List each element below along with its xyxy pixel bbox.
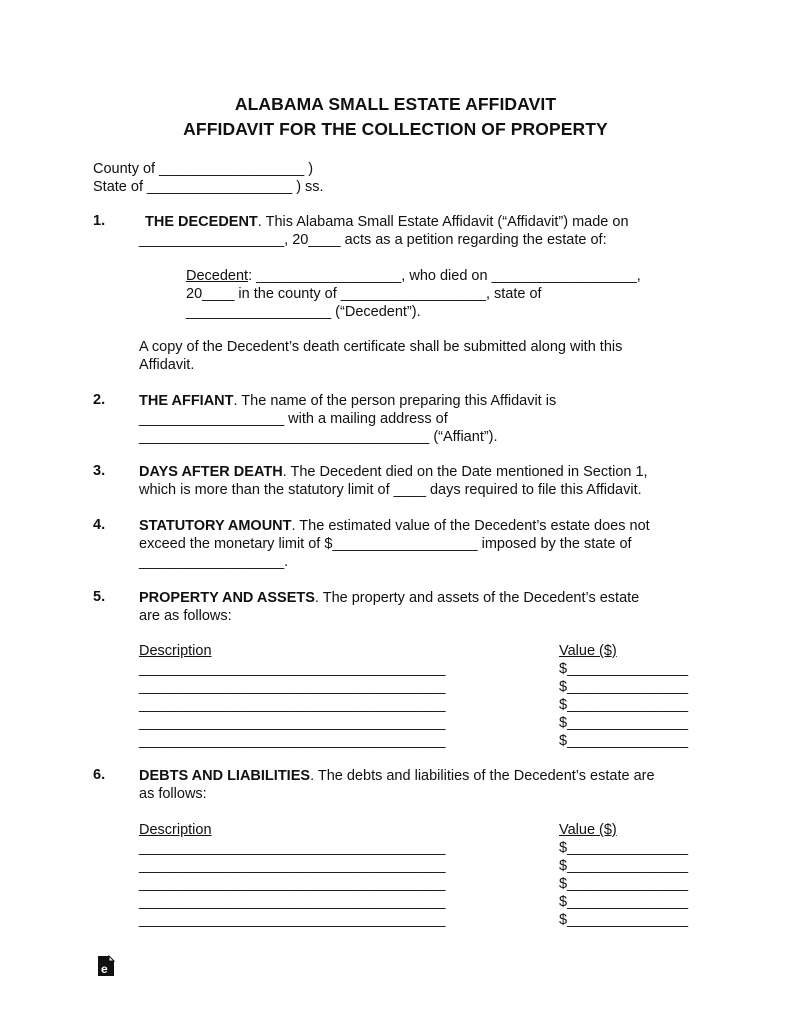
- section-5-heading: PROPERTY AND ASSETS: [139, 590, 315, 606]
- asset-row-desc: ______________________________________: [139, 679, 446, 695]
- section-4-text-1: . The estimated value of the Decedent’s estate does not: [291, 518, 650, 534]
- county-line: County of __________________ ): [93, 161, 314, 177]
- decedent-line-1: [186, 267, 641, 285]
- section-3-text-1: . The Decedent died on the Date mentioned in Section 1,: [282, 464, 648, 480]
- section-5-text-1: . The property and assets of the Decedent’s estate: [314, 590, 640, 606]
- section-2-line-3: ____________________________________ (“Affiant”).: [139, 429, 498, 445]
- debt-row-desc: ______________________________________: [139, 840, 446, 856]
- asset-row-desc: ______________________________________: [139, 715, 446, 731]
- section-4-heading: STATUTORY AMOUNT: [139, 518, 292, 534]
- section-2-number: 2.: [93, 392, 106, 408]
- section-4-line-2: exceed the monetary limit of $__________________ imposed by the state of: [139, 536, 632, 552]
- debt-row-value: $_______________: [559, 876, 689, 892]
- section-1-line-2: __________________, 20____ acts as a petition regarding the estate of:: [139, 232, 607, 248]
- eforms-logo-icon: [96, 955, 116, 977]
- section-5-line-1: [139, 589, 639, 607]
- debt-row-desc: ______________________________________: [139, 876, 446, 892]
- section-3-number: 3.: [93, 463, 106, 479]
- section-6-line-1: [139, 767, 655, 785]
- assets-description-header: Description: [139, 643, 212, 659]
- debt-row-desc: ______________________________________: [139, 894, 446, 910]
- section-5-line-2: are as follows:: [139, 608, 232, 624]
- asset-row-value: $_______________: [559, 733, 689, 749]
- section-2-line-1: [139, 392, 556, 410]
- section-1-text-1: . This Alabama Small Estate Affidavit (“Affidavit”) made on: [257, 214, 629, 230]
- svg-text:e: e: [101, 962, 108, 976]
- document-title: ALABAMA SMALL ESTATE AFFIDAVIT: [234, 94, 557, 114]
- asset-row-value: $_______________: [559, 679, 689, 695]
- debt-row-value: $_______________: [559, 858, 689, 874]
- death-certificate-line-1: A copy of the Decedent’s death certificate shall be submitted along with this: [139, 339, 623, 355]
- asset-row-value: $_______________: [559, 661, 689, 677]
- debt-row-value: $_______________: [559, 894, 689, 910]
- section-6-number: 6.: [93, 767, 106, 783]
- asset-row-desc: ______________________________________: [139, 697, 446, 713]
- section-5-number: 5.: [93, 589, 106, 605]
- section-2-text-1: . The name of the person preparing this Affidavit is: [233, 393, 557, 409]
- section-2-line-2: __________________ with a mailing address of: [139, 411, 448, 427]
- debt-row-desc: ______________________________________: [139, 858, 446, 874]
- decedent-label: Decedent: [186, 268, 249, 284]
- decedent-text-1: : __________________, who died on __________________,: [248, 268, 641, 284]
- section-3-line-2: which is more than the statutory limit of ____ days required to file this Affidavit.: [139, 482, 642, 498]
- asset-row-desc: ______________________________________: [139, 661, 446, 677]
- debts-description-header: Description: [139, 822, 212, 838]
- section-1-number: 1.: [93, 213, 106, 229]
- state-line: State of __________________ ) ss.: [93, 179, 324, 195]
- section-6-line-2: as follows:: [139, 786, 207, 802]
- section-1-heading: THE DECEDENT: [145, 214, 258, 230]
- section-2-heading: THE AFFIANT: [139, 393, 234, 409]
- asset-row-value: $_______________: [559, 715, 689, 731]
- section-3-heading: DAYS AFTER DEATH: [139, 464, 283, 480]
- section-4-line-3: __________________.: [139, 554, 289, 570]
- asset-row-desc: ______________________________________: [139, 733, 446, 749]
- debts-value-header: Value ($): [559, 822, 617, 838]
- asset-row-value: $_______________: [559, 697, 689, 713]
- section-3-line-1: [139, 463, 648, 481]
- decedent-line-3: __________________ (“Decedent”).: [186, 304, 421, 320]
- assets-value-header: Value ($): [559, 643, 617, 659]
- debt-row-value: $_______________: [559, 840, 689, 856]
- debt-row-desc: ______________________________________: [139, 912, 446, 928]
- section-4-number: 4.: [93, 517, 106, 533]
- decedent-line-2: 20____ in the county of __________________, state of: [186, 286, 542, 302]
- debt-row-value: $_______________: [559, 912, 689, 928]
- section-1-line-1: [145, 213, 629, 231]
- document-subtitle: AFFIDAVIT FOR THE COLLECTION OF PROPERTY: [183, 119, 608, 139]
- section-6-heading: DEBTS AND LIABILITIES: [139, 768, 311, 784]
- section-6-text-1: . The debts and liabilities of the Decedent’s estate are: [310, 768, 655, 784]
- section-4-line-1: [139, 517, 650, 535]
- death-certificate-line-2: Affidavit.: [139, 357, 195, 373]
